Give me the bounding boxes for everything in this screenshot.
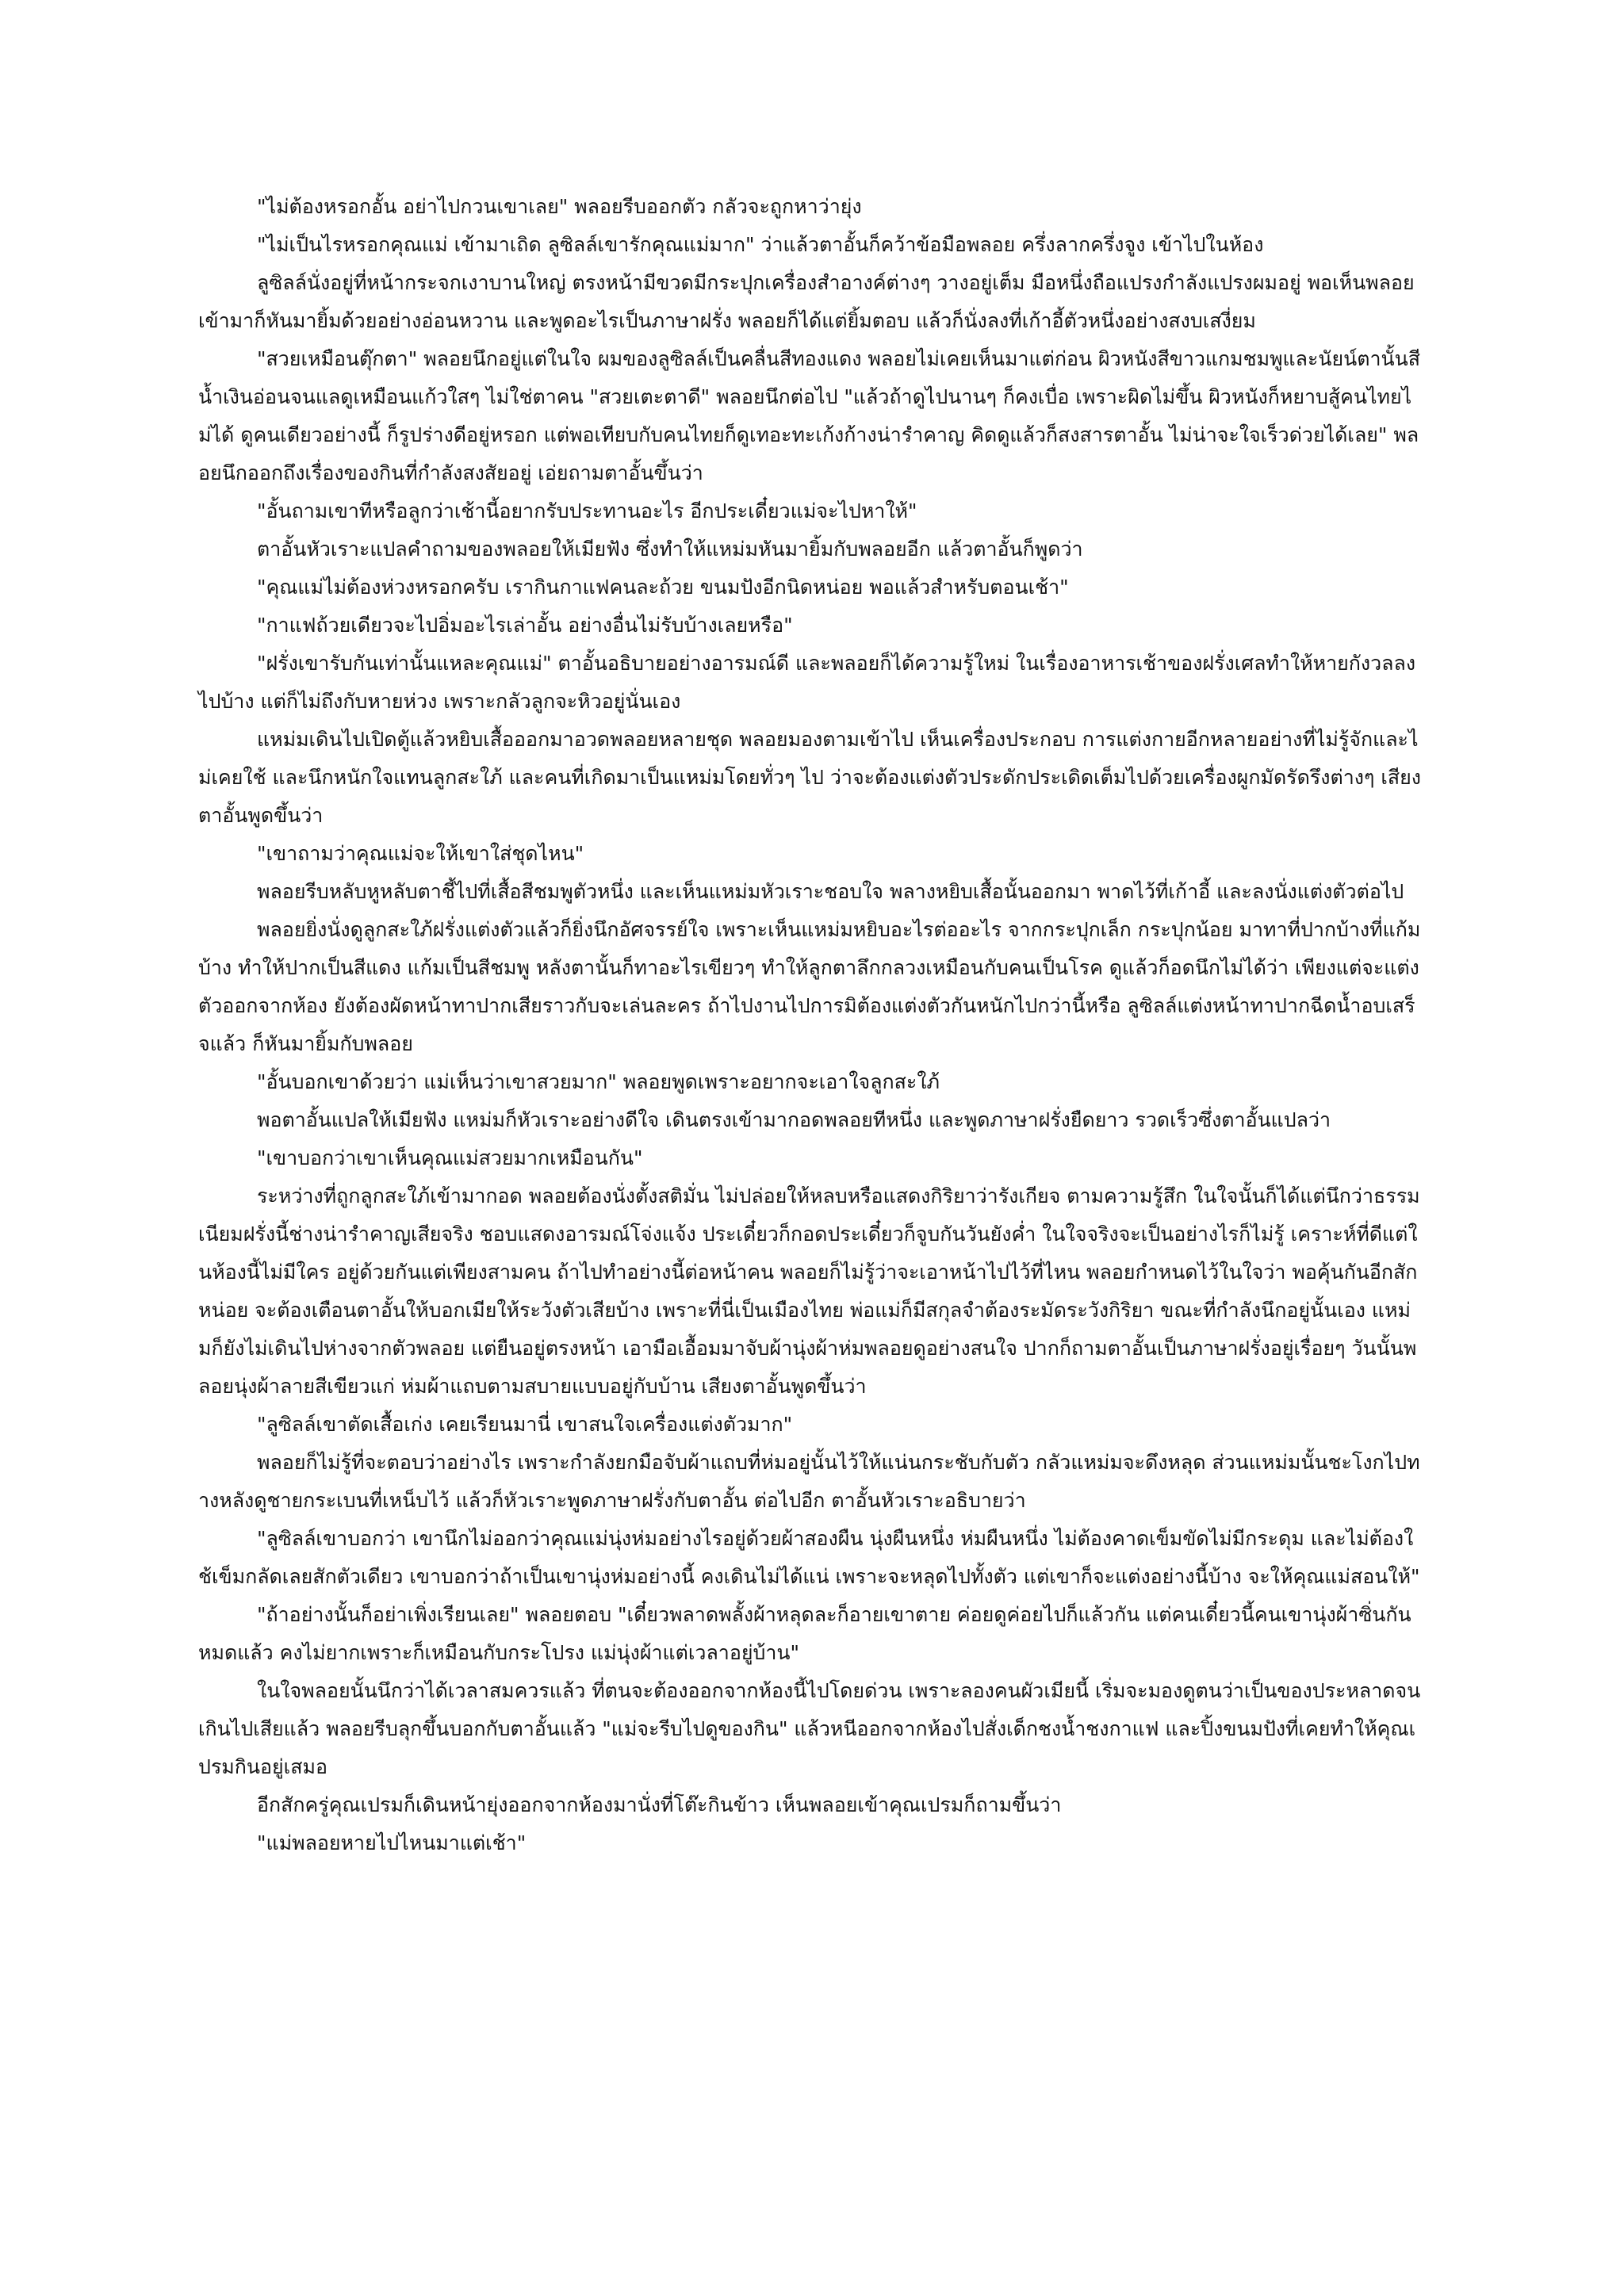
paragraph: "อั้นถามเขาทีหรือลูกว่าเช้านี้อยากรับประทานอะไร อีกประเดี๋ยวแม่จะไปหาให้" [257,499,917,522]
paragraph: พลอยก็ไม่รู้ที่จะตอบว่าอย่างไร เพราะกำลังยกมือจับผ้าแถบที่ห่มอยู่นั้นไว้ให้แน่นกระชับกับตัว กลัวแหม่มจะดึงหลุด ส่วนแหม่มนั้นชะโงกไปทางหลังดูชายกระเบนที่เหน็บไว้ แล้วก็หัวเราะพูดภาษาฝรั่งกับตาอั้น ต่อไปอีก ตาอั้นหัวเราะอธิบายว่า [198,1451,1420,1512]
paragraph: ตาอั้นหัวเราะแปลคำถามของพลอยให้เมียฟัง ซึ่งทำให้แหม่มหันมายิ้มกับพลอยอีก แล้วตาอั้นก็พูดว่า [257,538,1083,561]
paragraph: "ไม่เป็นไรหรอกคุณแม่ เข้ามาเถิด ลูซิลล์เขารักคุณแม่มาก" ว่าแล้วตาอั้นก็คว้าข้อมือพลอย ครึ่งลากครึ่งจูง เข้าไปในห้อง [257,233,1264,256]
paragraph: "สวยเหมือนตุ๊กตา" พลอยนึกอยู่แต่ในใจ ผมของลูซิลล์เป็นคลื่นสีทองแดง พลอยไม่เคยเห็นมาแต่ก่อน ผิวหนังสีขาวแกมชมพูและนัยน์ตานั้นสีน้ำเงินอ่อนจนแลดูเหมือนแก้วใสๆ ไม่ใช่ตาคน "สวยเตะตาดี" พลอยนึกต่อไป "แล้วถ้าดูไปนานๆ ก็คงเบื่อ เพราะผิดไม่ขึ้น ผิวหนังก็หยาบสู้คนไทยไม่ได้ ดูคนเดียวอย่างนี้ ก็รูปร่างดีอยู่หรอก แต่พอเทียบกับคนไทยก็ดูเทอะทะเก้งก้างน่ารำคาญ คิดดูแล้วก็สงสารตาอั้น ไม่น่าจะใจเร็วด่วยได้เลย" พลอยนึกออกถึงเรื่องของกินที่กำลังสงสัยอยู่ เอ่ยถามตาอั้นขึ้นว่า [198,347,1420,484]
paragraph: "ลูซิลล์เขาบอกว่า เขานึกไม่ออกว่าคุณแม่นุ่งห่มอย่างไรอยู่ด้วยผ้าสองผืน นุ่งผืนหนึ่ง ห่มผืนหนึ่ง ไม่ต้องคาดเข็มขัดไม่มีกระดุม และไม่ต้องใช้เข็มกลัดเลยสักตัวเดียว เขาบอกว่าถ้าเป็นเขานุ่งห่มอย่างนี้ คงเดินไม่ได้แน่ เพราะจะหลุดไปทั้งตัว แต่เขาก็จะแต่งอย่างนี้บ้าง จะให้คุณแม่สอนให้" [198,1527,1420,1588]
novel-text-body [198,188,1421,1862]
paragraph: พลอยรีบหลับหูหลับตาชี้ไปที่เสื้อสีชมพูตัวหนึ่ง และเห็นแหม่มหัวเราะชอบใจ พลางหยิบเสื้อนั้นออกมา พาดไว้ที่เก้าอี้ และลงนั่งแต่งตัวต่อไป [257,880,1404,903]
paragraph: "ถ้าอย่างนั้นก็อย่าเพิ่งเรียนเลย" พลอยตอบ "เดี๋ยวพลาดพลั้งผ้าหลุดละก็อายเขาตาย ค่อยดูค่อยไปก็แล้วกัน แต่คนเดี๋ยวนี้คนเขานุ่งผ้าซิ่นกันหมดแล้ว คงไม่ยากเพราะก็เหมือนกับกระโปรง แม่นุ่งผ้าแต่เวลาอยู่บ้าน" [198,1603,1411,1664]
paragraph: พลอยยิ่งนั่งดูลูกสะใภ้ฝรั่งแต่งตัวแล้วก็ยิ่งนึกอัศจรรย์ใจ เพราะเห็นแหม่มหยิบอะไรต่ออะไร จากกระปุกเล็ก กระปุกน้อย มาทาที่ปากบ้างที่แก้มบ้าง ทำให้ปากเป็นสีแดง แก้มเป็นสีชมพู หลังตานั้นก็ทาอะไรเขียวๆ ทำให้ลูกตาลึกกลวงเหมือนกับคนเป็นโรค ดูแล้วก็อดนึกไม่ได้ว่า เพียงแต่จะแต่งตัวออกจากห้อง ยังต้องผัดหน้าทาปากเสียราวกับจะเล่นละคร ถ้าไปงานไปการมิต้องแต่งตัวกันหนักไปกว่านี้หรือ ลูซิลล์แต่งหน้าทาปากฉีดน้ำอบเสร็จแล้ว ก็หันมายิ้มกับพลอย [198,918,1421,1055]
paragraph: อีกสักครู่คุณเปรมก็เดินหน้ายุ่งออกจากห้องมานั่งที่โต๊ะกินข้าว เห็นพลอยเข้าคุณเปรมก็ถามขึ้นว่า [257,1793,1062,1816]
paragraph: ระหว่างที่ถูกลูกสะใภ้เข้ามากอด พลอยต้องนั่งตั้งสติมั่น ไม่ปล่อยให้หลบหรือแสดงกิริยาว่ารังเกียจ ตามความรู้สึก ในใจนั้นก็ได้แต่นึกว่าธรรมเนียมฝรั่งนี้ช่างน่ารำคาญเสียจริง ชอบแสดงอารมณ์โจ่งแจ้ง ประเดี๋ยวก็กอดประเดี๋ยวก็จูบกันวันยังค่ำ ในใจจริงจะเป็นอย่างไรก็ไม่รู้ เคราะห์ที่ดีแต่ในห้องนี้ไม่มีใคร อยู่ด้วยกันแต่เพียงสามคน ถ้าไปทำอย่างนี้ต่อหน้าคน พลอยก็ไม่รู้ว่าจะเอาหน้าไปไว้ที่ไหน พลอยกำหนดไว้ในใจว่า พอคุ้นกันอีกสักหน่อย จะต้องเตือนตาอั้นให้บอกเมียให้ระวังตัวเสียบ้าง เพราะที่นี่เป็นเมืองไทย พ่อแม่ก็มีสกุลจำต้องระมัดระวังกิริยา ขณะที่กำลังนึกอยู่นั้นเอง แหม่มก็ยังไม่เดินไปห่างจากตัวพลอย แต่ยืนอยู่ตรงหน้า เอามือเอื้อมมาจับผ้านุ่งผ้าห่มพลอยดูอย่างสนใจ ปากก็ถามตาอั้นเป็นภาษาฝรั่งอยู่เรื่อยๆ วันนั้นพลอยนุ่งผ้าลายสีเขียวแก่ ห่มผ้าแถบตามสบายแบบอยู่กับบ้าน เสียงตาอั้นพูดขึ้นว่า [198,1184,1420,1398]
paragraph: แหม่มเดินไปเปิดตู้แล้วหยิบเสื้อออกมาอวดพลอยหลายชุด พลอยมองตามเข้าไป เห็นเครื่องประกอบ การแต่งกายอีกหลายอย่างที่ไม่รู้จักและไม่เคยใช้ และนึกหนักใจแทนลูกสะใภ้ และคนที่เกิดมาเป็นแหม่มโดยทั่วๆ ไป ว่าจะต้องแต่งตัวประดักประเดิดเต็มไปด้วยเครื่องผูกมัดรัดรึงต่างๆ เสียงตาอั้นพูดขึ้นว่า [198,728,1421,827]
paragraph: "คุณแม่ไม่ต้องห่วงหรอกครับ เรากินกาแฟคนละถ้วย ขนมปังอีกนิดหน่อย พอแล้วสำหรับตอนเช้า" [257,576,1069,599]
paragraph: "ไม่ต้องหรอกอั้น อย่าไปกวนเขาเลย" พลอยรีบออกตัว กลัวจะถูกหาว่ายุ่ง [257,195,862,218]
paragraph: "อั้นบอกเขาด้วยว่า แม่เห็นว่าเขาสวยมาก" พลอยพูดเพราะอยากจะเอาใจลูกสะใภ้ [257,1070,940,1093]
paragraph: ในใจพลอยนั้นนึกว่าได้เวลาสมควรแล้ว ที่ตนจะต้องออกจากห้องนี้ไปโดยด่วน เพราะลองคนผัวเมียนี้ เริ่มจะมองดูตนว่าเป็นของประหลาดจนเกินไปเสียแล้ว พลอยรีบลุกขึ้นบอกกับตาอั้นแล้ว "แม่จะรีบไปดูของกิน" แล้วหนีออกจากห้องไปสั่งเด็กชงน้ำชงกาแฟ และปิ้งขนมปังที่เคยทำให้คุณเปรมกินอยู่เสมอ [198,1679,1421,1778]
paragraph: ลูซิลล์นั่งอยู่ที่หน้ากระจกเงาบานใหญ่ ตรงหน้ามีขวดมีกระปุกเครื่องสำอางค์ต่างๆ วางอยู่เต็ม มือหนึ่งถือแปรงกำลังแปรงผมอยู่ พอเห็นพลอยเข้ามาก็หันมายิ้มด้วยอย่างอ่อนหวาน และพูดอะไรเป็นภาษาฝรั่ง พลอยก็ได้แต่ยิ้มตอบ แล้วก็นั่งลงที่เก้าอี้ตัวหนึ่งอย่างสงบเสงี่ยม [198,271,1415,332]
paragraph: "แม่พลอยหายไปไหนมาแต่เช้า" [257,1831,527,1854]
paragraph: "เขาถามว่าคุณแม่จะให้เขาใส่ชุดไหน" [257,842,584,865]
paragraph: "เขาบอกว่าเขาเห็นคุณแม่สวยมากเหมือนกัน" [257,1146,643,1169]
paragraph: "ฝรั่งเขารับกันเท่านั้นแหละคุณแม่" ตาอั้นอธิบายอย่างอารมณ์ดี และพลอยก็ได้ความรู้ใหม่ ในเรื่องอาหารเช้าของฝรั่งเศลทำให้หายกังวลลงไปบ้าง แต่ก็ไม่ถึงกับหายห่วง เพราะกลัวลูกจะหิวอยู่นั่นเอง [198,652,1416,713]
paragraph: "ลูซิลล์เขาตัดเสื้อเก่ง เคยเรียนมานี่ เขาสนใจเครื่องแต่งตัวมาก" [257,1413,793,1436]
paragraph: พอตาอั้นแปลให้เมียฟัง แหม่มก็หัวเราะอย่างดีใจ เดินตรงเข้ามากอดพลอยทีหนึ่ง และพูดภาษาฝรั่งยืดยาว รวดเร็วซึ่งตาอั้นแปลว่า [257,1108,1331,1131]
paragraph: "กาแฟถ้วยเดียวจะไปอิ่มอะไรเล่าอั้น อย่างอื่นไม่รับบ้างเลยหรือ" [257,614,793,637]
